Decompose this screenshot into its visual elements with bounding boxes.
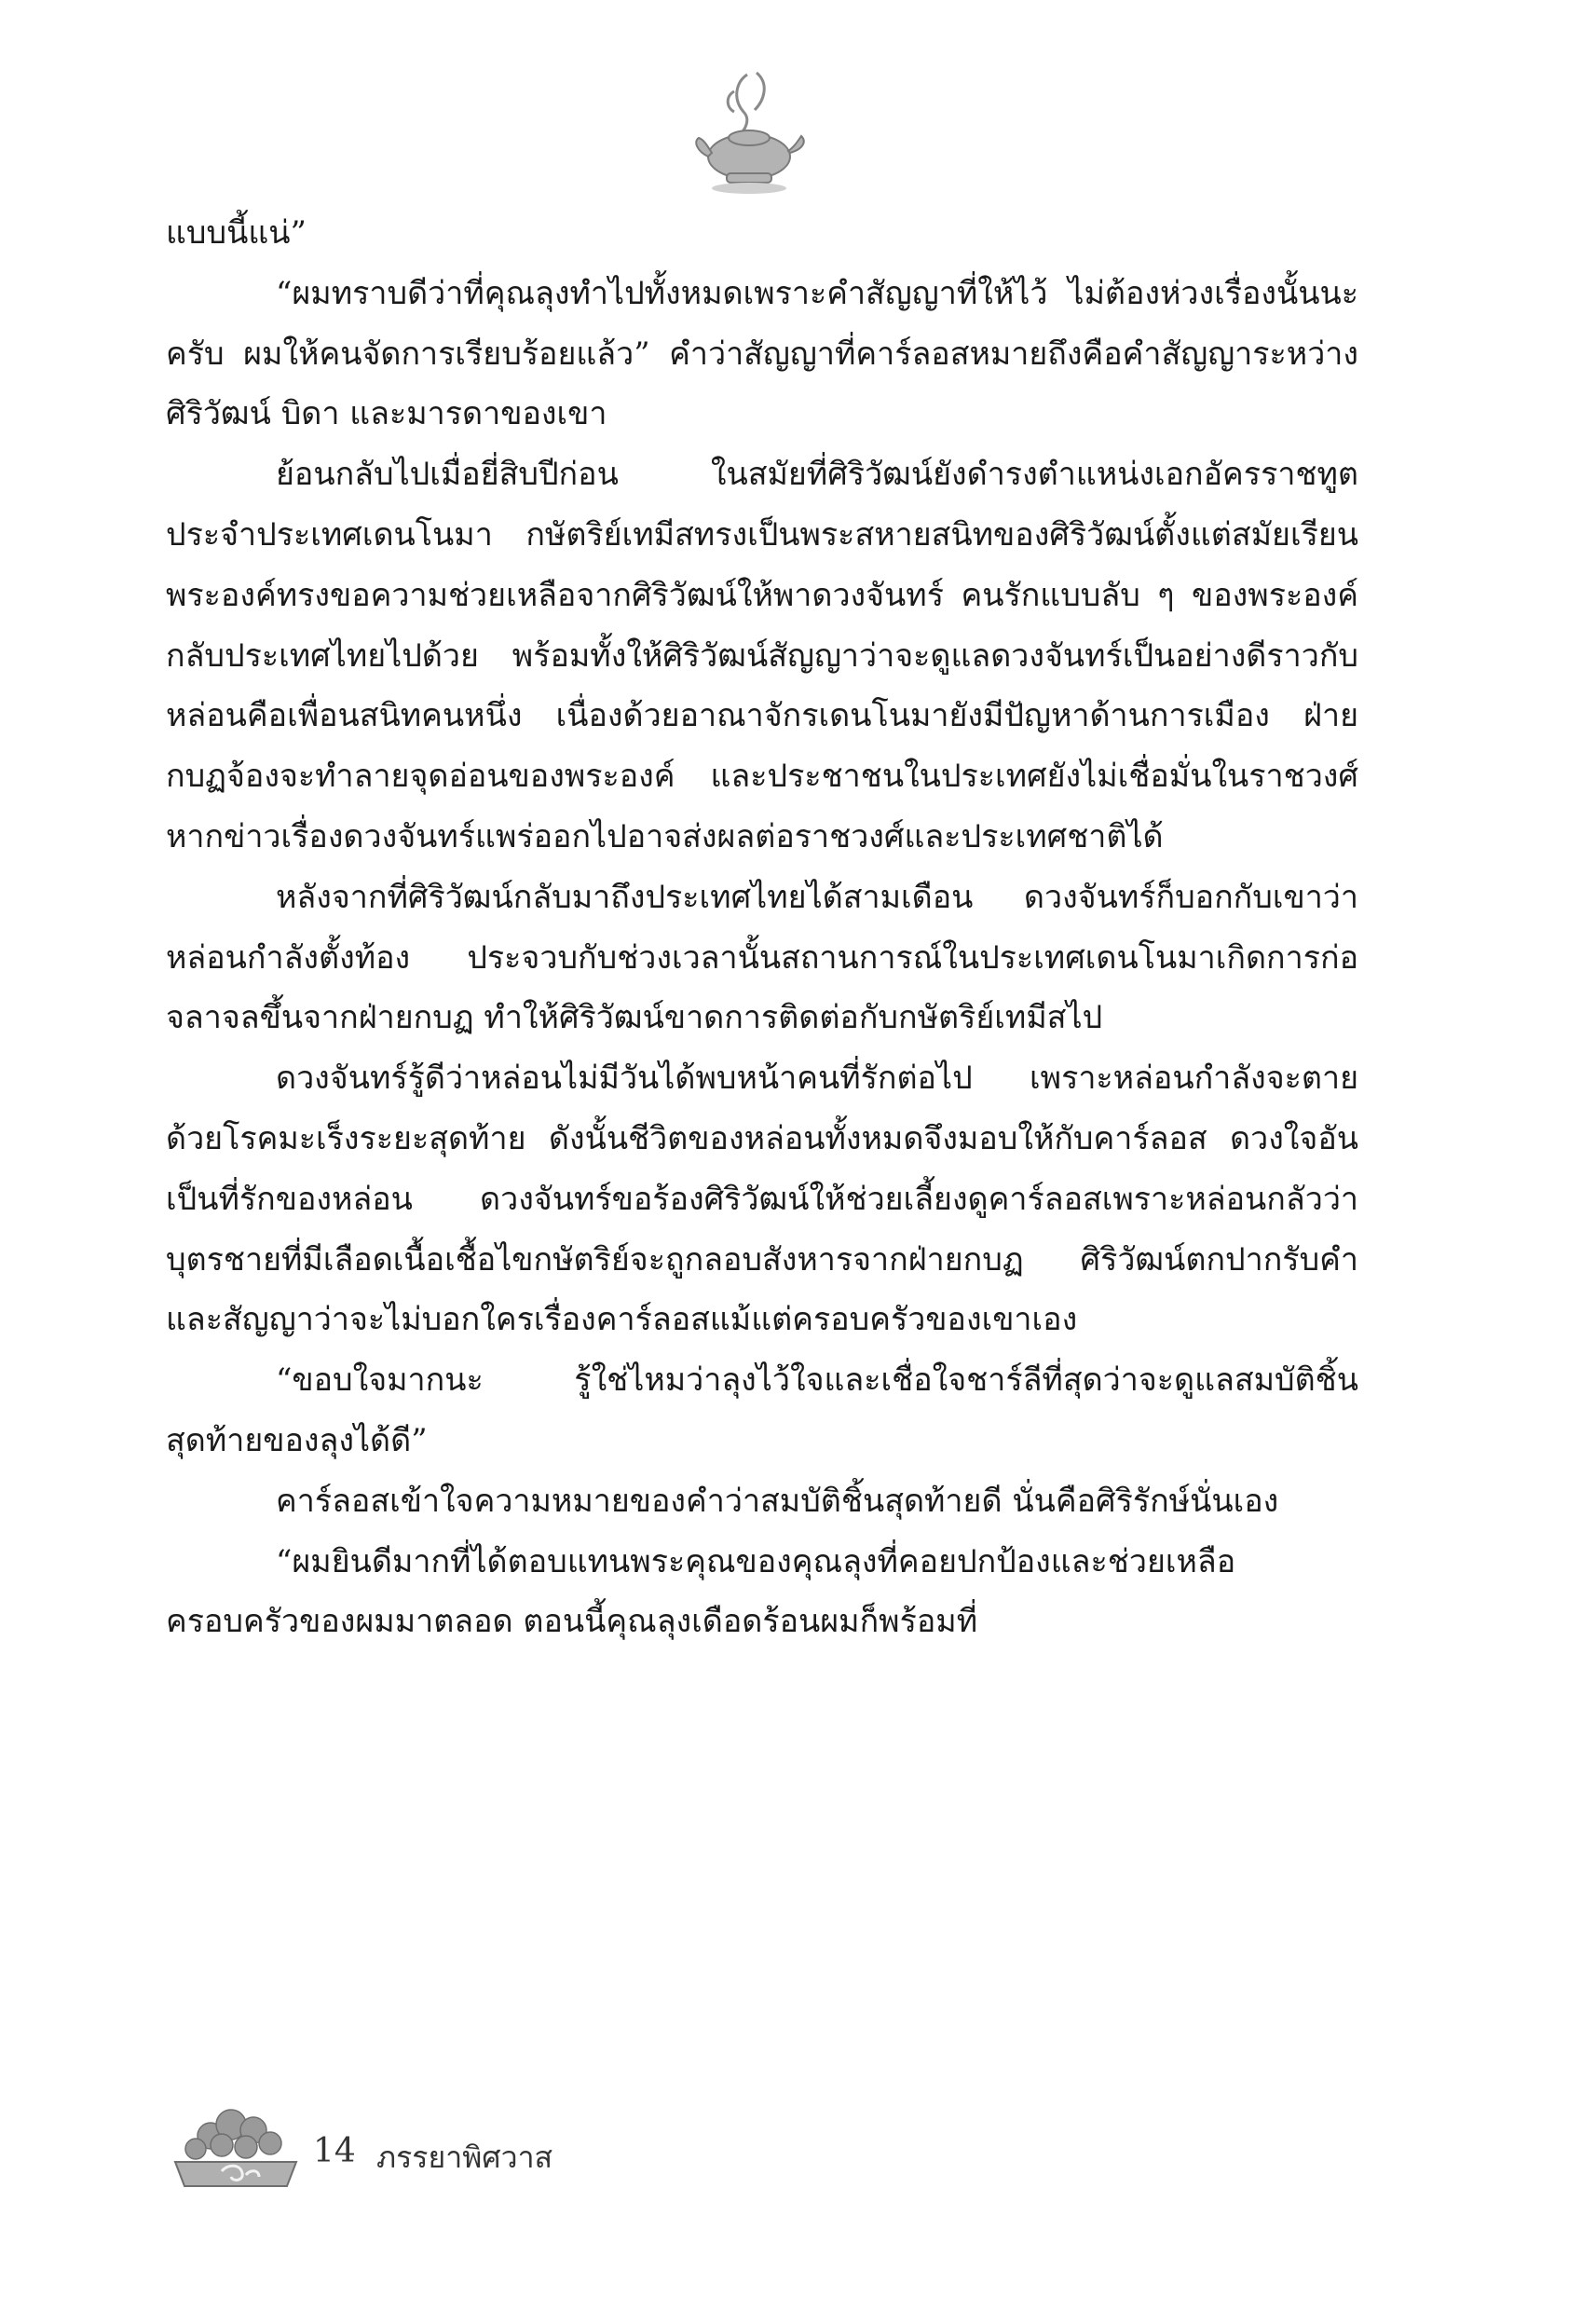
paragraph: คาร์ลอสเข้าใจความหมายของคำว่าสมบัติชิ้นสุดท้ายดี นั่นคือศิริรักษ์นั่นเอง [276, 1482, 1279, 1520]
book-title: ภรรยาพิศวาส [376, 2140, 553, 2175]
paragraph: แบบนี้แน่” [166, 214, 307, 252]
teapot-ornament-icon [689, 63, 811, 203]
paragraph: “ขอบใจมากนะ รู้ใช่ไหมว่าลุงไว้ใจและเชื่อใจชาร์ลีที่สุดว่าจะดูแลสมบัติชิ้นสุดท้ายของลุงได้ดี” [166, 1361, 1358, 1459]
paragraph: “ผมยินดีมากที่ได้ตอบแทนพระคุณของคุณลุงที่คอยปกป้องและช่วยเหลือครอบครัวของผมมาตลอด ตอนนี้คุณลุงเดือดร้อนผมก็พร้อมที่ [166, 1542, 1236, 1641]
flower-pot-ornament-icon [157, 2097, 324, 2199]
page-number: 14 [313, 2132, 356, 2170]
paragraph: ย้อนกลับไปเมื่อยี่สิบปีก่อน ในสมัยที่ศิริวัฒน์ยังดำรงตำแหน่งเอกอัครราชทูตประจำประเทศเดนโนมา กษัตริย์เทมีสทรงเป็นพระสหายสนิทของศิริวัฒน์ตั้งแต่สมัยเรียน พระองค์ทรงขอความช่วยเหลือจากศิริวัฒน์ให้พาดวงจันทร์ คนรักแบบลับ ๆ ของพระองค์กลับประเทศไทยไปด้วย พร้อมทั้งให้ศิริวัฒน์สัญญาว่าจะดูแลดวงจันทร์เป็นอย่างดีราวกับหล่อนคือเพื่อนสนิทคนหนึ่ง เนื่องด้วยอาณาจักรเดนโนมายังมีปัญหาด้านการเมือง ฝ่ายกบฏจ้องจะทำลายจุดอ่อนของพระองค์ และประชาชนในประเทศยังไม่เชื่อมั่นในราชวงศ์ หากข่าวเรื่องดวงจันทร์แพร่ออกไปอาจส่งผลต่อราชวงศ์และประเทศชาติได้ [166, 456, 1358, 855]
page-footer [157, 2097, 809, 2199]
paragraph: “ผมทราบดีว่าที่คุณลุงทำไปทั้งหมดเพราะคำสัญญาที่ให้ไว้ ไม่ต้องห่วงเรื่องนั้นนะครับ ผมให้คนจัดการเรียบร้อยแล้ว” คำว่าสัญญาที่คาร์ลอสหมายถึงคือคำสัญญาระหว่างศิริวัฒน์ บิดา และมารดาของเขา [166, 274, 1358, 433]
paragraph: หลังจากที่ศิริวัฒน์กลับมาถึงประเทศไทยได้สามเดือน ดวงจันทร์ก็บอกกับเขาว่าหล่อนกำลังตั้งท้อง ประจวบกับช่วงเวลานั้นสถานการณ์ในประเทศเดนโนมาเกิดการก่อจลาจลขึ้นจากฝ่ายกบฏ ทำให้ศิริวัฒน์ขาดการติดต่อกับกษัตริย์เทมีสไป [166, 878, 1358, 1037]
page-text-body [166, 203, 1358, 1652]
paragraph: ดวงจันทร์รู้ดีว่าหล่อนไม่มีวันได้พบหน้าคนที่รักต่อไป เพราะหล่อนกำลังจะตายด้วยโรคมะเร็งระยะสุดท้าย ดังนั้นชีวิตของหล่อนทั้งหมดจึงมอบให้กับคาร์ลอส ดวงใจอันเป็นที่รักของหล่อน ดวงจันทร์ขอร้องศิริวัฒน์ให้ช่วยเลี้ยงดูคาร์ลอสเพราะหล่อนกลัวว่าบุตรชายที่มีเลือดเนื้อเชื้อไขกษัตริย์จะถูกลอบสังหารจากฝ่ายกบฏ ศิริวัฒน์ตกปากรับคำและสัญญาว่าจะไม่บอกใครเรื่องคาร์ลอสแม้แต่ครอบครัวของเขาเอง [166, 1060, 1358, 1339]
